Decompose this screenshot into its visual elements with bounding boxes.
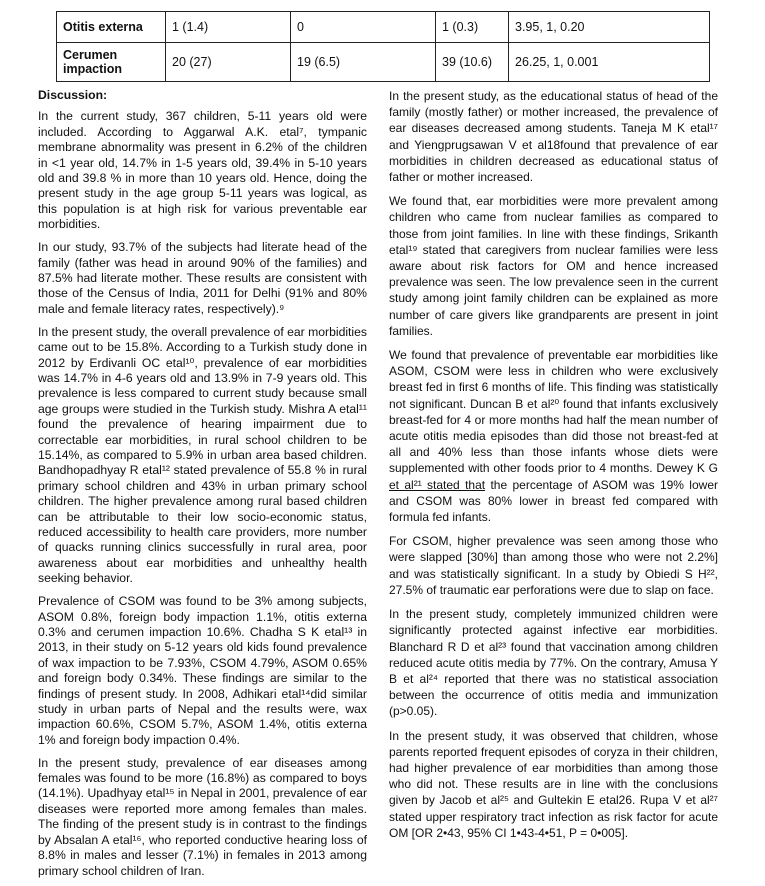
paragraph-text: the percentage of ASOM was 19% lower and CSOM was 80% lower in breast fed compared with formula fed infants. [389, 477, 718, 525]
paragraph: In the present study, as the educational status of head of the family (mostly father) or mother increased, the prevalence of ear diseases decreased among students. Taneja M K etal¹⁷ and Yiengprugsawan V et al18found that prevalence of ear morbidities in children decreased as educational status of father or mother increased. [389, 89, 718, 185]
paragraph: In the present study, it was observed that children, whose parents reported frequent episodes of coryza in their children, had higher prevalence of ear morbidities than among those who did not. These results are in line with the conclusions given by Jacob et al²⁵ and Gultekin E etal26. Rupa V et al²⁷ stated upper respiratory tract infection as risk factor for acute OM [OR 2•43, 95% CI 1•43-4•51, P = 0•005]. [389, 728, 718, 840]
table-cell: 3.95, 1, 0.20 [509, 12, 710, 43]
table-cell: 20 (27) [166, 43, 291, 82]
paragraph: Prevalence of CSOM was found to be 3% among subjects, ASOM 0.8%, foreign body impaction 1.1%, otitis externa 0.3% and cerumen impaction 10.6%. Chadha S K etal¹³ in 2013, in their study on 5-12 years old kids found prevalence of wax impaction to be 7.93%, CSOM 4.79%, ASOM 0.65% and foreign body 0.34%. These findings are similar to the findings of present study. In 2008, Adhikari etal¹⁴did similar study in urban parts of Nepal and the results were, wax impaction 60.6%, CSOM 5.7%, ASOM 1.4%, otitis externa 1% and foreign body impaction 0.4%. [38, 594, 367, 747]
paragraph: In the present study, prevalence of ear diseases among females was found to be more (16.8%) as compared to boys (14.1%). Upadhyay etal¹⁵ in Nepal in 2001, prevalence of ear diseases were reported more among females than males. The finding of the present study is in contrast to the findings by Absalan A etal¹⁶, who reported conductive hearing loss of 8.8% in males and lesser (7.1%) in females in 2013 among primary school children of Iran. [38, 755, 367, 878]
paragraph: In the present study, completely immunized children were significantly protected against infective ear morbidities. Blanchard R D et al²³ found that vaccination among children reduced acute otitis media by 77%. On the contrary, Amusa Y B et al²⁴ reported that there was no statistical association between the occurrence of otitis media and immunization (p>0.05). [389, 607, 718, 719]
row-label: Cerumen impaction [57, 43, 166, 82]
left-column [38, 88, 367, 886]
paragraph: In the present study, the overall prevalence of ear morbidities came out to be 15.8%. According to a Turkish study done in 2012 by Erdivanli OC etal¹⁰, prevalence of ear morbidities was 14.7% in 4-6 years old and 13.9% in 7-9 years old. This prevalence is less compared to current study because small age groups were studied in the Turkish study. Mishra A etal¹¹ found the prevalence of hearing impairment due to correctable ear morbidities, in rural school children to be 15.14%, as compared to 5.9% in urban area based children. Bandhopadhyay R etal¹² stated prevalence of 55.8 % in rural primary school children and 43% in urban primary school children. The higher prevalence among rural based children can be attributable to their low socio-economic status, reduced accessibility to health care providers, more number of quacks running clinics successfully in rural area, poor awareness about ear morbidities and unhealthy health seeking behavior. [38, 324, 368, 586]
table-cell: 19 (6.5) [291, 43, 436, 82]
table-row [57, 12, 710, 43]
table-cell: 0 [291, 12, 436, 43]
discussion-heading: Discussion: [38, 88, 108, 102]
underlined-citation: et al²¹ stated that [389, 477, 486, 492]
paragraph: We found that, ear morbidities were more prevalent among children who came from nuclear families as compared to those from joint families. In line with these findings, Srikanth etal¹⁹ stated that caregivers from nuclear families were less aware about risk factors for OM and hence increased prevalence was seen. The low prevalence seen in the current study among joint family children can be explained as more number of care givers like grandparents are present in joint families. [389, 194, 718, 338]
paragraph: For CSOM, higher prevalence was seen among those who were slapped [30%] than among those who were not 2.2%] and was statistically significant. In a study by Obiedi S H²², 27.5% of traumatic ear perforations were due to slap on face. [389, 534, 718, 597]
paragraph-text: We found that prevalence of preventable ear morbidities like ASOM, CSOM were less in children who were exclusively breast fed in first 6 months of life. This finding was statistically not significant. Duncan B et al²⁰ found that infants exclusively breast-fed for 4 or more months had half the mean number of acute otitis media episodes than did those not breast-fed at all and 40% less than those infants whose diets were supplemented with other foods prior to 4 months. Dewey K G [389, 348, 718, 476]
paragraph: In our study, 93.7% of the subjects had literate head of the family (father was head in around 90% of the families) and 87.5% had literate mother. These results are consistent with those of the Census of India, 2011 for Delhi (91% and 80% male and female literacy rates, respectively).⁹ [38, 240, 367, 316]
table-row [57, 43, 710, 82]
table-cell: 26.25, 1, 0.001 [509, 43, 710, 82]
results-table [56, 11, 710, 82]
table-cell: 1 (0.3) [436, 12, 509, 43]
paragraph: In the current study, 367 children, 5-11 years old were included. According to Aggarwal A.K. etal⁷, tympanic membrane abnormality was present in 6.2% of the children in <1 year old, 14.7% in 1-5 years old, 39.4% in 5-10 years old and 39.8 % in more than 10 years old. Hence, doing the present study in the age group 5-11 years was logical, as this population is at high risk for various preventable ear morbidities. [38, 109, 367, 232]
row-label: Otitis externa [57, 12, 166, 43]
right-column [389, 88, 718, 849]
paragraph [389, 347, 718, 525]
table-cell: 39 (10.6) [436, 43, 509, 82]
table-cell: 1 (1.4) [166, 12, 291, 43]
